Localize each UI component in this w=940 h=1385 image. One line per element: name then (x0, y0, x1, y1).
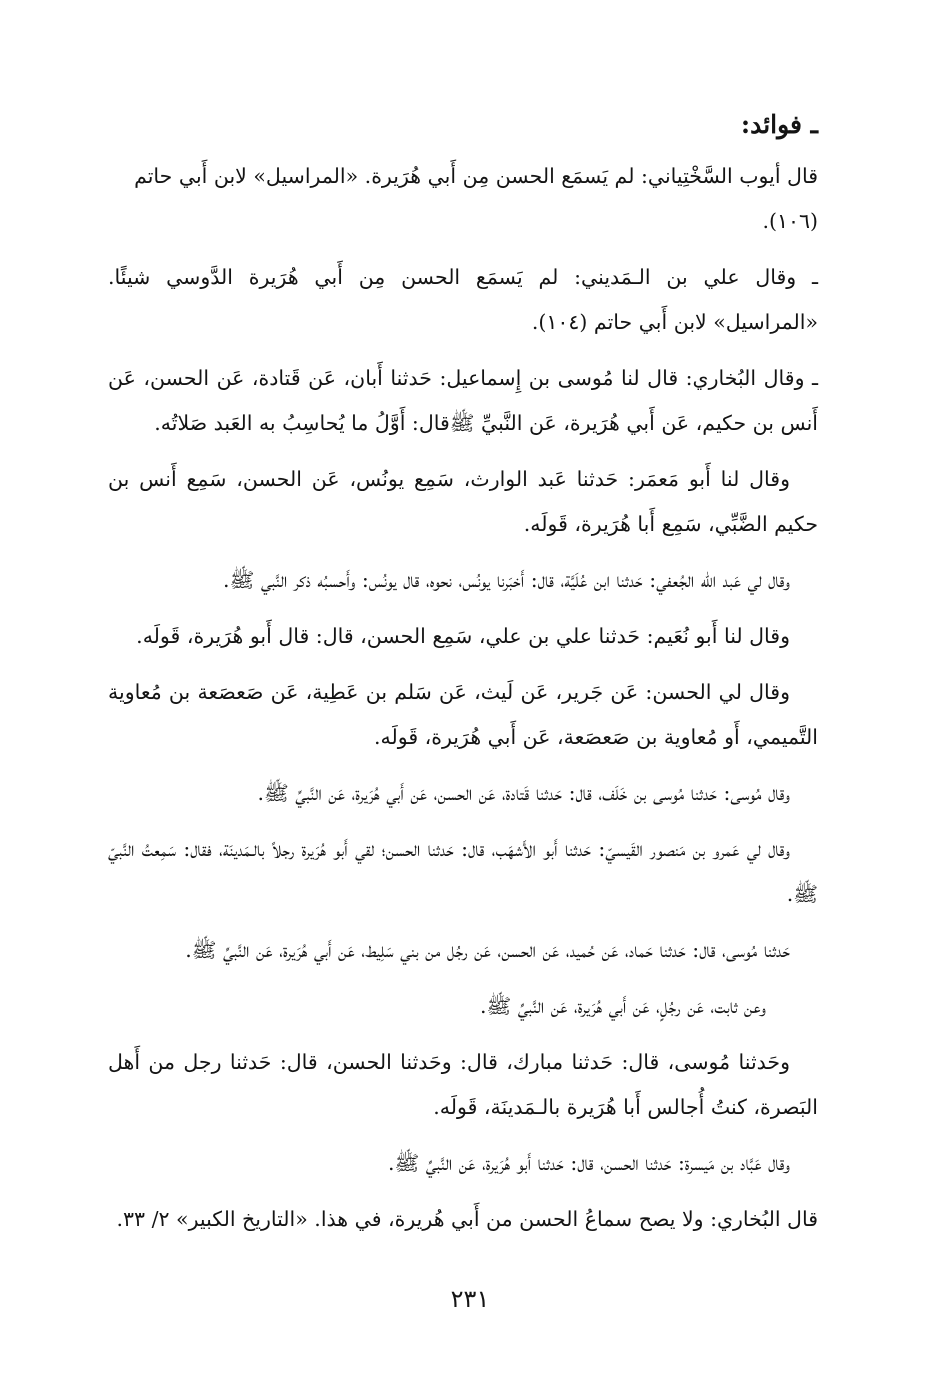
paragraph: وعن ثابت، عَن رجُلٍ، عَن أَبي هُرَيرة، عَن النَّبيِّ ﷺ. (479, 994, 766, 1018)
paragraph: وقال لنا أَبو مَعمَر: حَدثنا عَبد الوارث، سَمِع يونُس، عَن الحسن، سَمِع أَنس بن حكيم الضَّبِّي، سَمِع أَبا هُرَيرة، قَولَه. (108, 467, 818, 536)
paragraph: وقال لي عَبد الله الجُعفي: حَدثنا ابن عُلَيَّة، قال: أَخبَرنا يونُس، نحوه، قال يونُس: وأَحسبُه ذكر النَّبي ﷺ. (223, 568, 790, 592)
paragraph: قال البُخاري: ولا يصح سماعُ الحسن من أَبي هُريرة، في هذا. «التاريخ الكبير» ٢/ ٣٣. (116, 1207, 818, 1231)
section-heading: ـ فوائد: (740, 110, 818, 139)
paragraph: حَدثنا مُوسى، قال: حَدثنا حَماد، عَن حُميد، عَن الحسن، عَن رجُل من بني سَلِيط، عَن أَبي هُرَيرة، عَن النَّبيِّ ﷺ. (185, 938, 790, 962)
paragraph: ـ وقال علي بن الـمَديني: لم يَسمَع الحسن مِن أَبي هُرَيرة الدَّوسي شيئًا. «المراسيل» لابن أَبي حاتم (١٠٤). (108, 265, 818, 334)
paragraph: وحَدثنا مُوسى، قال: حَدثنا مبارك، قال: وحَدثنا الحسن، قال: حَدثنا رجل من أَهل البَصرة، كنتُ أُجالس أَبا هُرَيرة بالـمَدينَة، قَولَه. (108, 1050, 818, 1119)
paragraph: ـ وقال البُخاري: قال لنا مُوسى بن إِسماعيل: حَدثنا أَبان، عَن قَتادة، عَن الحسن، عَن أَنس بن حكيم، عَن أَبي هُرَيرة، عَن النَّبيِّ ﷺقال: أَوَّلُ ما يُحاسِبُ به العَبد صَلاتُه. (108, 366, 818, 435)
page-body (108, 100, 818, 1253)
paragraph: وقال مُوسى: حَدثنا مُوسى بن خَلَف، قال: حَدثنا قَتادة، عَن الحسن، عَن أَبي هُرَيرة، عَن النَّبيِّ ﷺ. (257, 781, 790, 805)
paragraph: وقال لي الحسن: عَن جَرير، عَن لَيث، عَن سَلم بن عَطِية، عَن صَعصَعة بن مُعاوية التَّميمي، أَو مُعاوية بن صَعصَعة، عَن أَبي هُرَيرة، قَولَه. (108, 680, 818, 749)
paragraph: وقال عَبَّاد بن مَيسرة: حَدثنا الحسن، قال: حَدثنا أَبو هُرَيرة، عَن النَّبيِّ ﷺ. (387, 1151, 790, 1175)
page-number: ٢٣١ (450, 1285, 490, 1313)
paragraph: وقال لي عَمرو بن مَنصور القَيسيّ: حَدثنا أَبو الأَشهَب، قال: حَدثنا الحسن؛ لقي أَبو هُرَيرة رجلاً بالـمَدينَة، فقال: سَمِعتُ النَّبيّ ﷺ. (108, 837, 818, 906)
paragraph: قال أيوب السَّخْتِياني: لم يَسمَع الحسن مِن أَبي هُرَيرة. «المراسيل» لابن أَبي حاتم (١٠٦). (134, 164, 818, 233)
paragraph: وقال لنا أَبو نُعَيم: حَدثنا علي بن علي، سَمِع الحسن، قال: قال أَبو هُرَيرة، قَولَه. (136, 624, 790, 648)
